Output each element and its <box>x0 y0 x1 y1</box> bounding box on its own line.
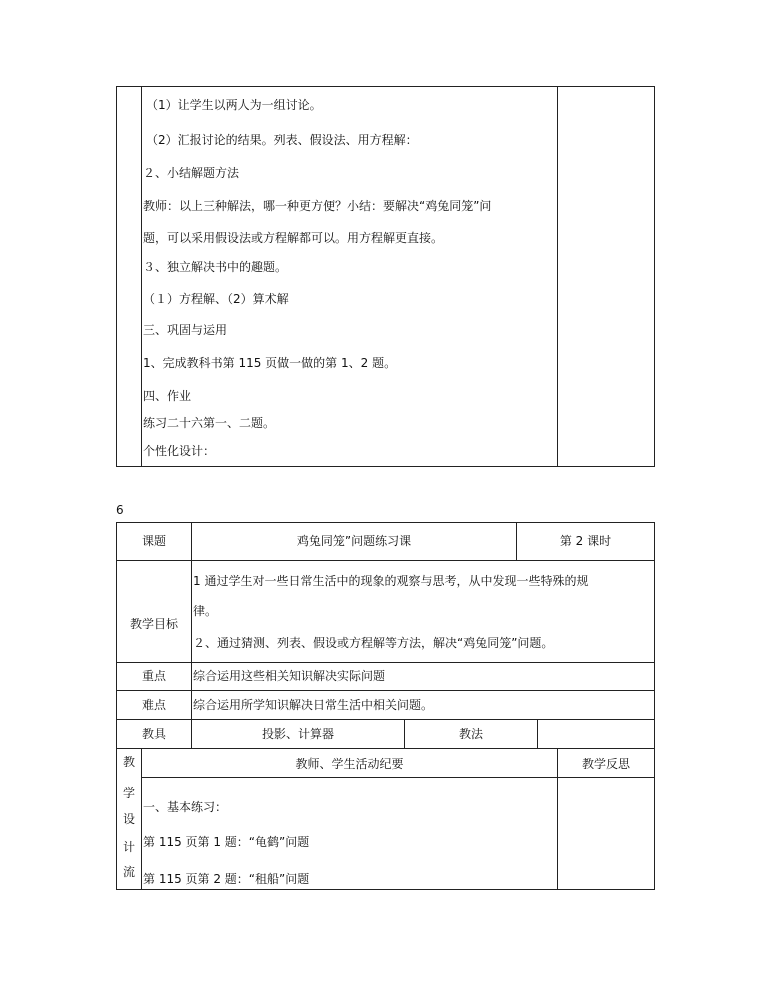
activity-line-3: 第 115 页第 2 题：“租船”问题 <box>143 872 310 886</box>
activity-header: 教师、学生活动纪要 <box>295 757 404 771</box>
step-line-11: 练习二十六第一、二题。 <box>143 416 276 430</box>
activity-line-1: 一、基本练习： <box>143 800 228 814</box>
period-value: 第 2 课时 <box>559 534 612 548</box>
step-line-3: ２、小结解题方法 <box>143 166 240 180</box>
step-line-7: （１）方程解、（2）算术解 <box>143 292 289 306</box>
design-char-1: 教 <box>122 755 135 769</box>
step-line-1: （1）让学生以两人为一组讨论。 <box>146 98 322 112</box>
tools-value: 投影、计算器 <box>261 727 334 741</box>
method-label: 教法 <box>458 727 483 741</box>
difficulty-value: 综合运用所学知识解决日常生活中相关问题。 <box>193 698 434 712</box>
key-value: 综合运用这些相关知识解决实际问题 <box>193 669 386 683</box>
difficulty-label: 难点 <box>141 698 166 712</box>
key-label: 重点 <box>141 669 166 683</box>
step-line-6: ３、独立解决书中的趣题。 <box>143 260 288 274</box>
topic-value: 鸡兔同笼”问题练习课 <box>296 534 412 548</box>
goals-label: 教学目标 <box>129 617 178 631</box>
goal-line-2: 律。 <box>193 604 218 618</box>
reflection-header: 教学反思 <box>581 757 630 771</box>
step-line-12: 个性化设计： <box>143 444 216 458</box>
goal-line-3: ２、通过猜测、列表、假设或方程解等方法，解决“鸡兔同笼”问题。 <box>193 636 554 650</box>
page-number: 6 <box>116 503 124 517</box>
step-line-9: 1、完成教科书第 115 页做一做的第 1、2 题。 <box>143 356 397 370</box>
step-line-10: 四、作业 <box>143 389 192 403</box>
step-line-5: 题，可以采用假设法或方程解都可以。用方程解更直接。 <box>143 231 444 245</box>
design-char-4: 计 <box>122 840 135 854</box>
step-line-8: 三、巩固与运用 <box>143 323 228 337</box>
design-char-5: 流 <box>122 865 135 879</box>
step-line-2: （2）汇报讨论的结果。列表、假设法、用方程解： <box>146 133 418 147</box>
activity-line-2: 第 115 页第 1 题：“龟鹤”问题 <box>143 835 310 849</box>
tools-label: 教具 <box>141 727 166 741</box>
topic-label: 课题 <box>141 534 166 548</box>
step-line-4: 教师：以上三种解法，哪一种更方便？小结：要解决“鸡兔同笼”问 <box>143 199 492 213</box>
design-char-3: 设 <box>122 812 135 826</box>
design-char-2: 学 <box>122 786 135 800</box>
goal-line-1: 1 通过学生对一些日常生活中的现象的观察与思考，从中发现一些特殊的规 <box>193 574 589 588</box>
